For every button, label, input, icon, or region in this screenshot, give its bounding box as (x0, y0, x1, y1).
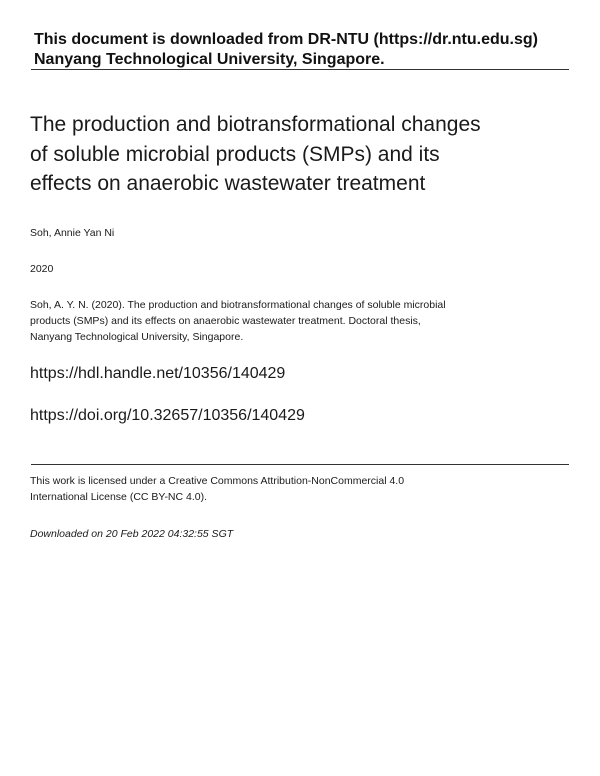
license-divider (31, 464, 569, 465)
publication-year: 2020 (30, 263, 54, 275)
license-line-2: International License (CC BY-NC 4.0). (30, 491, 208, 503)
doi-link[interactable]: https://doi.org/10.32657/10356/140429 (30, 407, 305, 424)
citation-block (30, 297, 490, 345)
citation-line-3: Nanyang Technological University, Singapore. (30, 331, 244, 343)
download-timestamp: Downloaded on 20 Feb 2022 04:32:55 SGT (30, 528, 234, 540)
author-name: Soh, Annie Yan Ni (30, 227, 115, 239)
citation-line-2: products (SMPs) and its effects on anaerobic wastewater treatment. Doctoral thesis, (30, 315, 421, 327)
citation-line-1: Soh, A. Y. N. (2020). The production and biotransformational changes of soluble microbial (30, 299, 446, 311)
title-line-2: of soluble microbial products (SMPs) and its (30, 142, 440, 166)
license-line-1: This work is licensed under a Creative Commons Attribution-NonCommercial 4.0 (30, 475, 405, 487)
title-line-1: The production and biotransformational changes (30, 113, 481, 136)
repository-header (34, 30, 574, 70)
repository-header-line-2: Nanyang Technological University, Singapore. (34, 51, 385, 68)
license-statement (30, 473, 480, 505)
handle-link[interactable]: https://hdl.handle.net/10356/140429 (30, 365, 286, 382)
header-divider (31, 69, 569, 70)
document-title (30, 110, 560, 199)
repository-header-line-1: This document is downloaded from DR-NTU (https://dr.ntu.edu.sg) (34, 31, 538, 48)
title-line-3: effects on anaerobic wastewater treatment (30, 172, 426, 195)
